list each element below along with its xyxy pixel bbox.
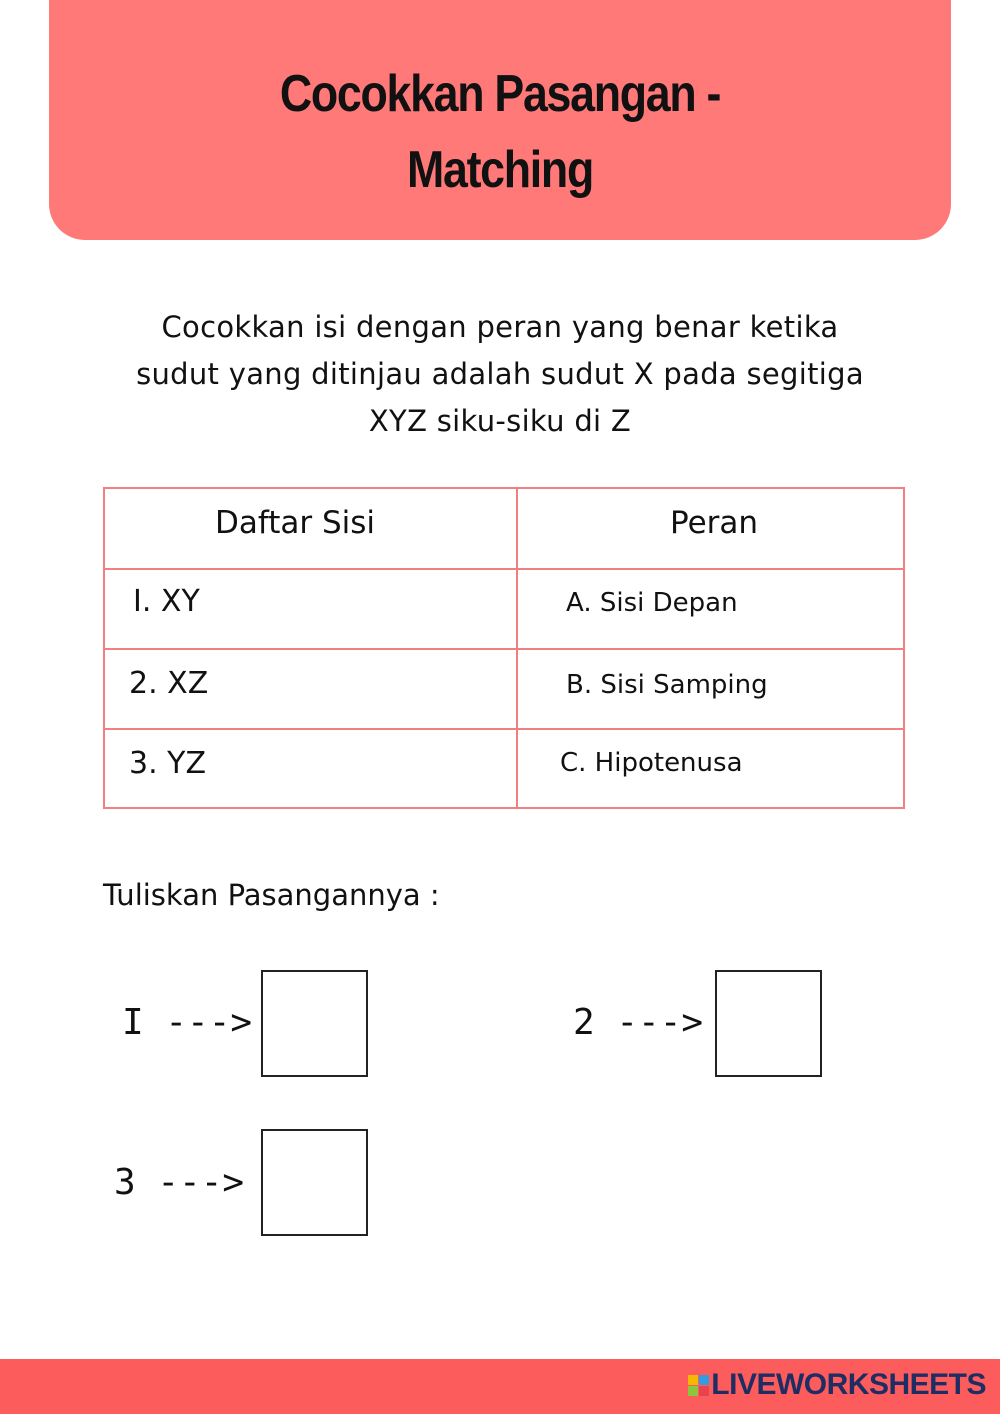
answer-2-label: 2 ---> (573, 1002, 704, 1043)
instruction-line-1: Cocokkan isi dengan peran yang benar ketika (161, 310, 839, 344)
page-title-line-1: Cocokkan Pasangan - (279, 65, 721, 123)
footer-bar (0, 1359, 1000, 1414)
logo-square-1 (688, 1375, 698, 1385)
liveworksheets-brand[interactable] (688, 1368, 986, 1402)
matching-table (103, 487, 905, 809)
title-banner (49, 0, 951, 240)
side-item-1: I. XY (133, 584, 200, 619)
answer-3-input-box[interactable] (261, 1129, 368, 1236)
row-divider (105, 648, 903, 650)
brand-name: LIVEWORKSHEETS (711, 1368, 986, 1401)
row-divider (105, 568, 903, 570)
instruction-line-3: XYZ siku-siku di Z (368, 404, 632, 438)
answer-1-label: I ---> (122, 1002, 253, 1043)
answer-1-input-box[interactable] (261, 970, 368, 1077)
role-item-c: C. Hipotenusa (560, 748, 743, 778)
logo-square-3 (688, 1386, 698, 1396)
logo-square-4 (699, 1386, 709, 1396)
row-divider (105, 728, 903, 730)
header-peran: Peran (670, 505, 759, 541)
role-item-b: B. Sisi Samping (566, 670, 768, 700)
side-item-2: 2. XZ (129, 666, 209, 701)
answer-2-input-box[interactable] (715, 970, 822, 1077)
header-daftar-sisi: Daftar Sisi (215, 505, 376, 541)
instruction-line-2: sudut yang ditinjau adalah sudut X pada segitiga (136, 357, 864, 391)
role-item-a: A. Sisi Depan (566, 588, 738, 618)
page-title-line-2: Matching (407, 141, 593, 199)
liveworksheets-logo-icon (688, 1375, 709, 1396)
logo-square-2 (699, 1375, 709, 1385)
side-item-3: 3. YZ (129, 746, 207, 781)
answer-3-label: 3 ---> (114, 1162, 245, 1203)
answer-section-label: Tuliskan Pasangannya : (103, 878, 440, 912)
instructions (100, 304, 900, 445)
